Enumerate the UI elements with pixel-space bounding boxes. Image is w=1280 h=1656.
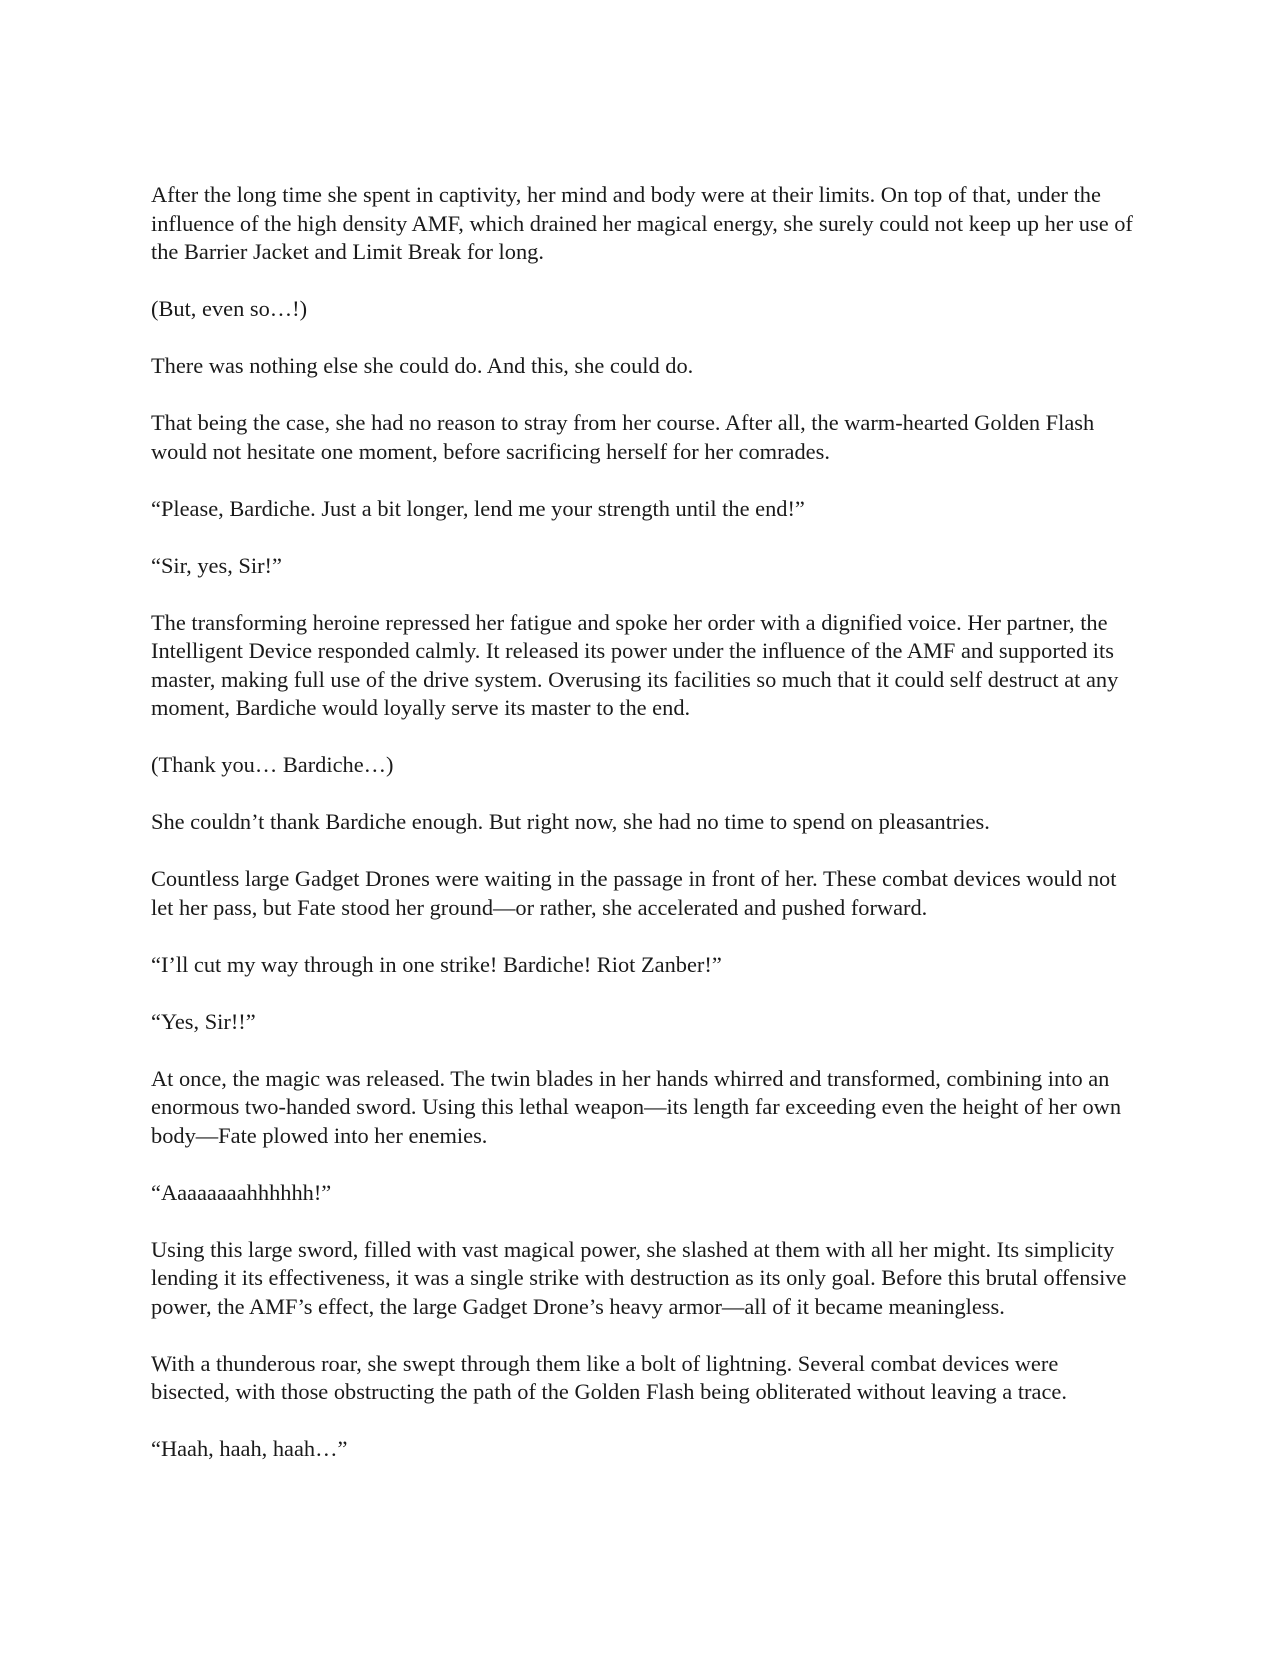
paragraph: That being the case, she had no reason to stray from her course. After all, the warm-hearted Golden Flash would not hesitate one moment, before sacrificing herself for her comrades. — [151, 410, 1095, 464]
paragraph: (But, even so…!) — [151, 296, 308, 321]
paragraph: “Yes, Sir!!” — [151, 1008, 256, 1034]
paragraph: “Please, Bardiche. Just a bit longer, lend me your strength until the end!” — [151, 495, 805, 521]
paragraph: After the long time she spent in captivity, her mind and body were at their limits. On top of that, under the influence of the high density AMF, which drained her magical energy, she surely could not keep up her use of the Barrier Jacket and Limit Break for long. — [151, 182, 1133, 264]
paragraph: Countless large Gadget Drones were waiting in the passage in front of her. These combat devices would not let her pass, but Fate stood her ground—or rather, she accelerated and pushed forward. — [151, 866, 1117, 920]
document-page — [151, 181, 1141, 1492]
paragraph: With a thunderous roar, she swept through them like a bolt of lightning. Several combat devices were bisected, with those obstructing the path of the Golden Flash being obliterated without leaving a trace. — [151, 1350, 1067, 1404]
paragraph: “Sir, yes, Sir!” — [151, 552, 282, 578]
paragraph: There was nothing else she could do. And this, she could do. — [151, 353, 694, 378]
paragraph: The transforming heroine repressed her fatigue and spoke her order with a dignified voice. Her partner, the Intelligent Device responded calmly. It released its power under the influence of the AMF and supported its master, making full use of the drive system. Overusing its facilities so much that it could self destruct at any moment, Bardiche would loyally serve its master to the end. — [151, 609, 1119, 720]
paragraph: At once, the magic was released. The twin blades in her hands whirred and transformed, combining into an enormous two-handed sword. Using this lethal weapon—its length far exceeding even the height of her own body—Fate plowed into her enemies. — [151, 1065, 1122, 1148]
paragraph: Using this large sword, filled with vast magical power, she slashed at them with all her might. Its simplicity lending it its effectiveness, it was a single strike with destruction as its only goal. Before this brutal offensive power, the AMF’s effect, the large Gadget Drone’s heavy armor—all of it became meaningless. — [151, 1236, 1127, 1319]
paragraph: “Aaaaaaaahhhhhh!” — [151, 1179, 332, 1205]
paragraph: “Haah, haah, haah…” — [151, 1436, 348, 1461]
paragraph: She couldn’t thank Bardiche enough. But right now, she had no time to spend on pleasantries. — [151, 809, 990, 834]
paragraph: (Thank you… Bardiche…) — [151, 752, 394, 777]
paragraph: “I’ll cut my way through in one strike! Bardiche! Riot Zanber!” — [151, 951, 722, 977]
